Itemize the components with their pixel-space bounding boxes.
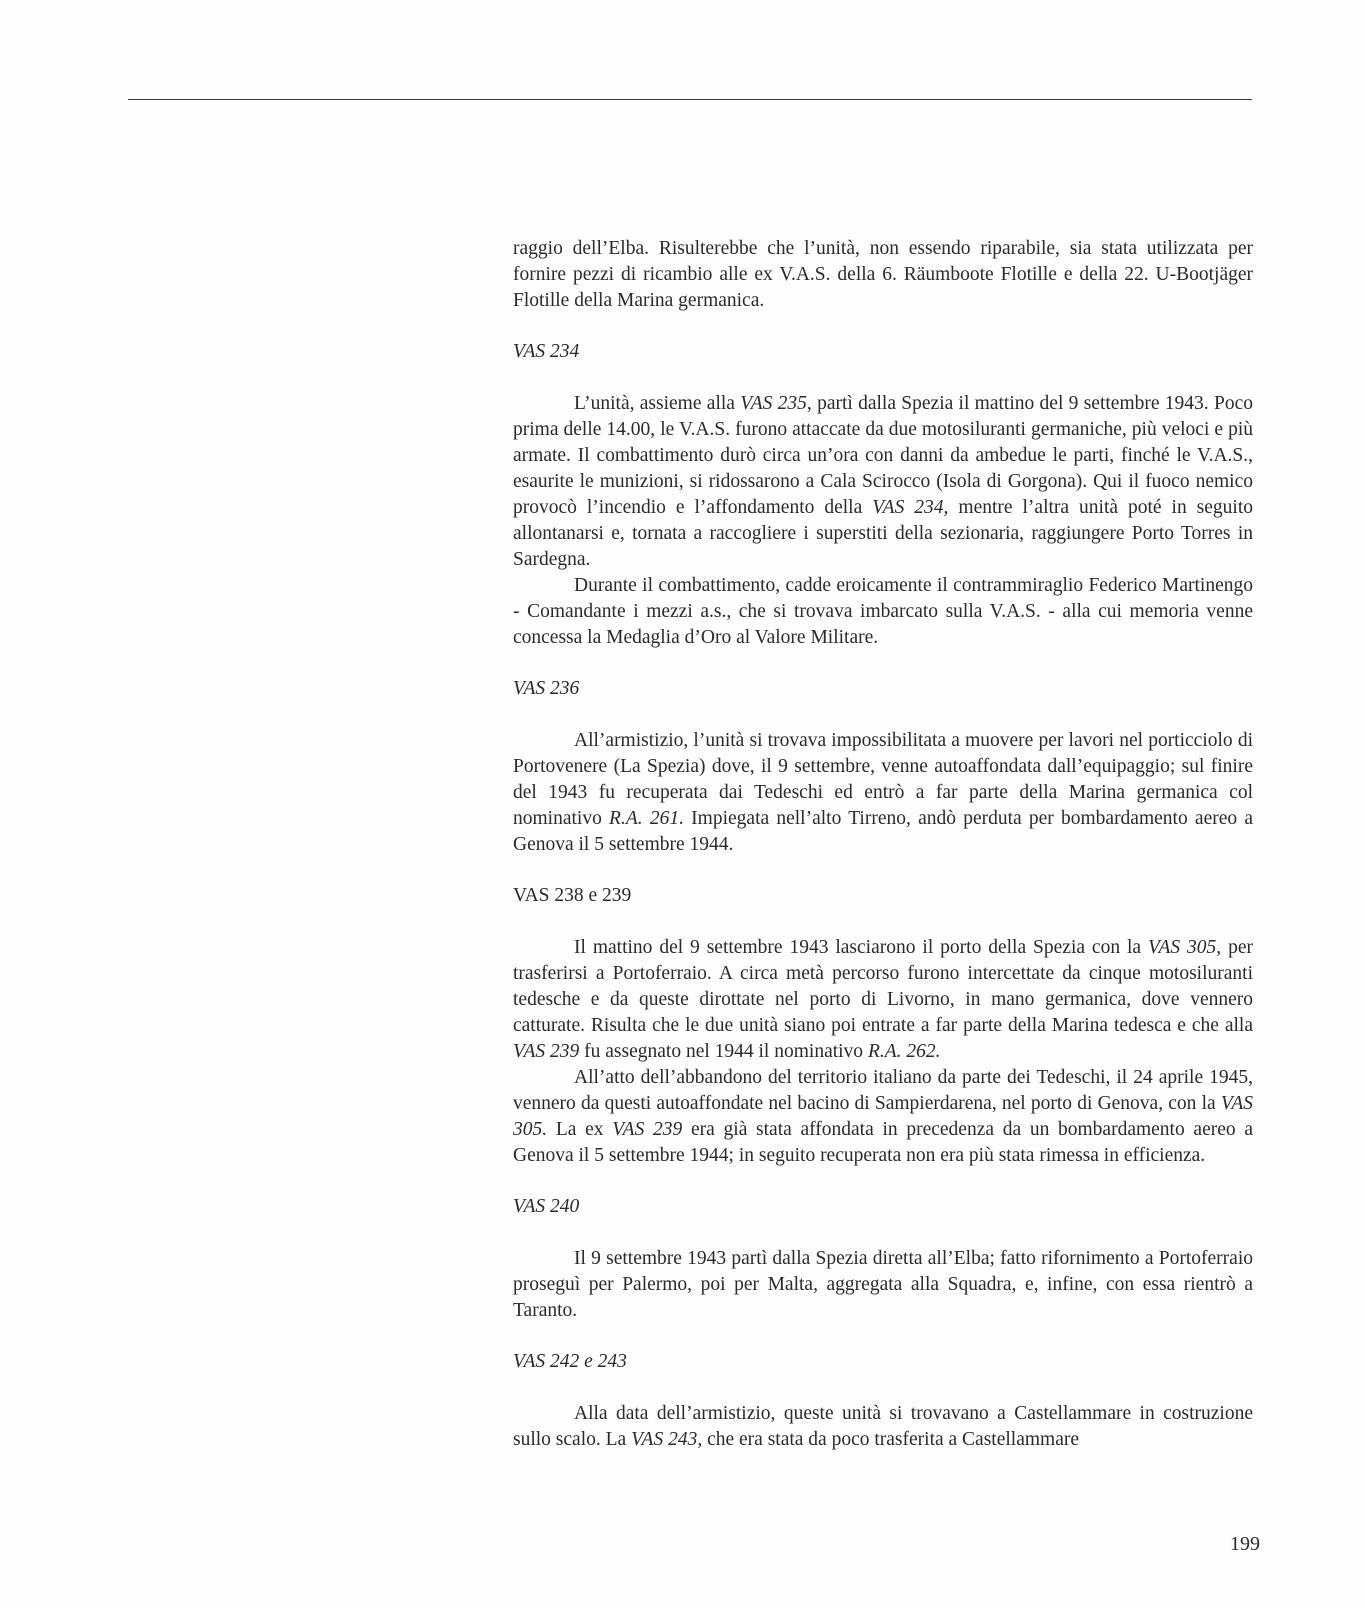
text-run: Alla data dell’armistizio, queste unità si trovavano a Castellammare in costruzione sullo scalo. La <box>513 1403 1253 1450</box>
section-heading-vas-238-239: VAS 238 e 239 <box>513 885 632 906</box>
vas-236-paragraph-1 <box>513 728 1253 858</box>
text-run: , partì dalla Spezia il mattino del 9 settembre 1943. Poco prima delle 14.00, le V.A.S. furono attaccate da due motosiluranti germaniche, più veloci e più armate. Il combattimento durò circa un’ora con danni da ambedue le parti, finché le V.A.S., esaurite le munizioni, si ridossarono a Cala Scirocco (Isola di Gorgona). Qui il fuoco nemico provocò l’incendio e l’affondamento della <box>513 393 1253 518</box>
text-run: All’armistizio, l’unità si trovava impossibilitata a muovere per lavori nel porticciolo di Portovenere (La Spezia) dove, il 9 settembre, venne autoaffondata dall’equipaggio; sul finire del 1943 fu recuperata dai Tedeschi ed entrò a far parte della Marina germanica col nominativo <box>513 730 1253 829</box>
vas-238-paragraph-1 <box>513 935 1253 1065</box>
text-run: mentre l’altra unità poté in seguito allontanarsi e, tornata a raccogliere i superstiti della sezionaria, raggiungere Porto Torres in Sardegna. <box>513 497 1253 570</box>
italic-ref-vas-239: VAS 239 <box>513 1041 580 1062</box>
section-heading-vas-234: VAS 234 <box>513 341 580 362</box>
italic-ref-vas-305: VAS 305, <box>1148 937 1222 958</box>
italic-ref-vas-243: VAS 243, <box>631 1429 703 1450</box>
italic-ref-vas-239: VAS 239 <box>612 1119 683 1140</box>
text-run: L’unità, assieme alla <box>574 393 741 414</box>
vas-238-paragraph-2 <box>513 1065 1253 1169</box>
text-run: La ex <box>547 1119 613 1140</box>
text-run: fu assegnato nel 1944 il nominativo <box>579 1041 868 1062</box>
text-run: era già stata affondata in precedenza da un bombardamento aereo a Genova il 5 settembre 1944; in seguito recuperata non era più stata rimessa in efficienza. <box>513 1119 1253 1166</box>
italic-ref-vas-234: VAS 234, <box>872 497 949 518</box>
text-run: Impiegata nell’alto Tirreno, andò perduta per bombardamento aereo a Genova il 5 settembre 1944. <box>513 808 1253 855</box>
page-number: 199 <box>1230 1533 1260 1555</box>
vas-234-paragraph-1 <box>513 391 1253 573</box>
section-heading-vas-240: VAS 240 <box>513 1196 580 1217</box>
italic-ref-vas-305: VAS 305. <box>513 1093 1253 1140</box>
text-run: All’atto dell’abbandono del territorio italiano da parte dei Tedeschi, il 24 aprile 1945, vennero da questi autoaffondate nel bacino di Sampierdarena, nel porto di Genova, con la <box>513 1067 1253 1114</box>
vas-242-paragraph-1 <box>513 1401 1253 1453</box>
header-rule <box>128 99 1252 100</box>
vas-240-paragraph-1: Il 9 settembre 1943 partì dalla Spezia diretta all’Elba; fatto rifornimento a Portoferraio proseguì per Palermo, poi per Malta, aggregata alla Squadra, e, infine, con essa rientrò a Taranto. <box>513 1248 1253 1321</box>
vas-234-paragraph-2: Durante il combattimento, cadde eroicamente il contrammiraglio Federico Martinengo - Comandante i mezzi a.s., che si trovava imbarcato sulla V.A.S. - alla cui memoria venne concessa la Medaglia d’Oro al Valore Militare. <box>513 575 1253 648</box>
text-run: Il mattino del 9 settembre 1943 lasciarono il porto della Spezia con la <box>574 937 1148 958</box>
section-heading-vas-242-243: VAS 242 e 243 <box>513 1351 627 1372</box>
intro-paragraph: raggio dell’Elba. Risulterebbe che l’unità, non essendo riparabile, sia stata utilizzata per fornire pezzi di ricambio alle ex V.A.S. della 6. Räumboote Flotille e della 22. U-Bootjäger Flotille della Marina germanica. <box>513 238 1253 311</box>
italic-ref-ra-261: R.A. 261. <box>609 808 684 829</box>
text-column <box>513 236 1253 1453</box>
italic-ref-vas-235: VAS 235 <box>740 393 807 414</box>
text-run: per trasferirsi a Portoferraio. A circa metà percorso furono intercettate da cinque motosiluranti tedesche e da queste dirottate nel porto di Livorno, in mano germanica, dove vennero catturate. Risulta che le due unità siano poi entrate a far parte della Marina tedesca e che alla <box>513 937 1253 1036</box>
section-heading-vas-236: VAS 236 <box>513 678 580 699</box>
text-run: che era stata da poco trasferita a Castellammare <box>702 1429 1080 1450</box>
italic-ref-ra-262: R.A. 262. <box>867 1041 941 1062</box>
